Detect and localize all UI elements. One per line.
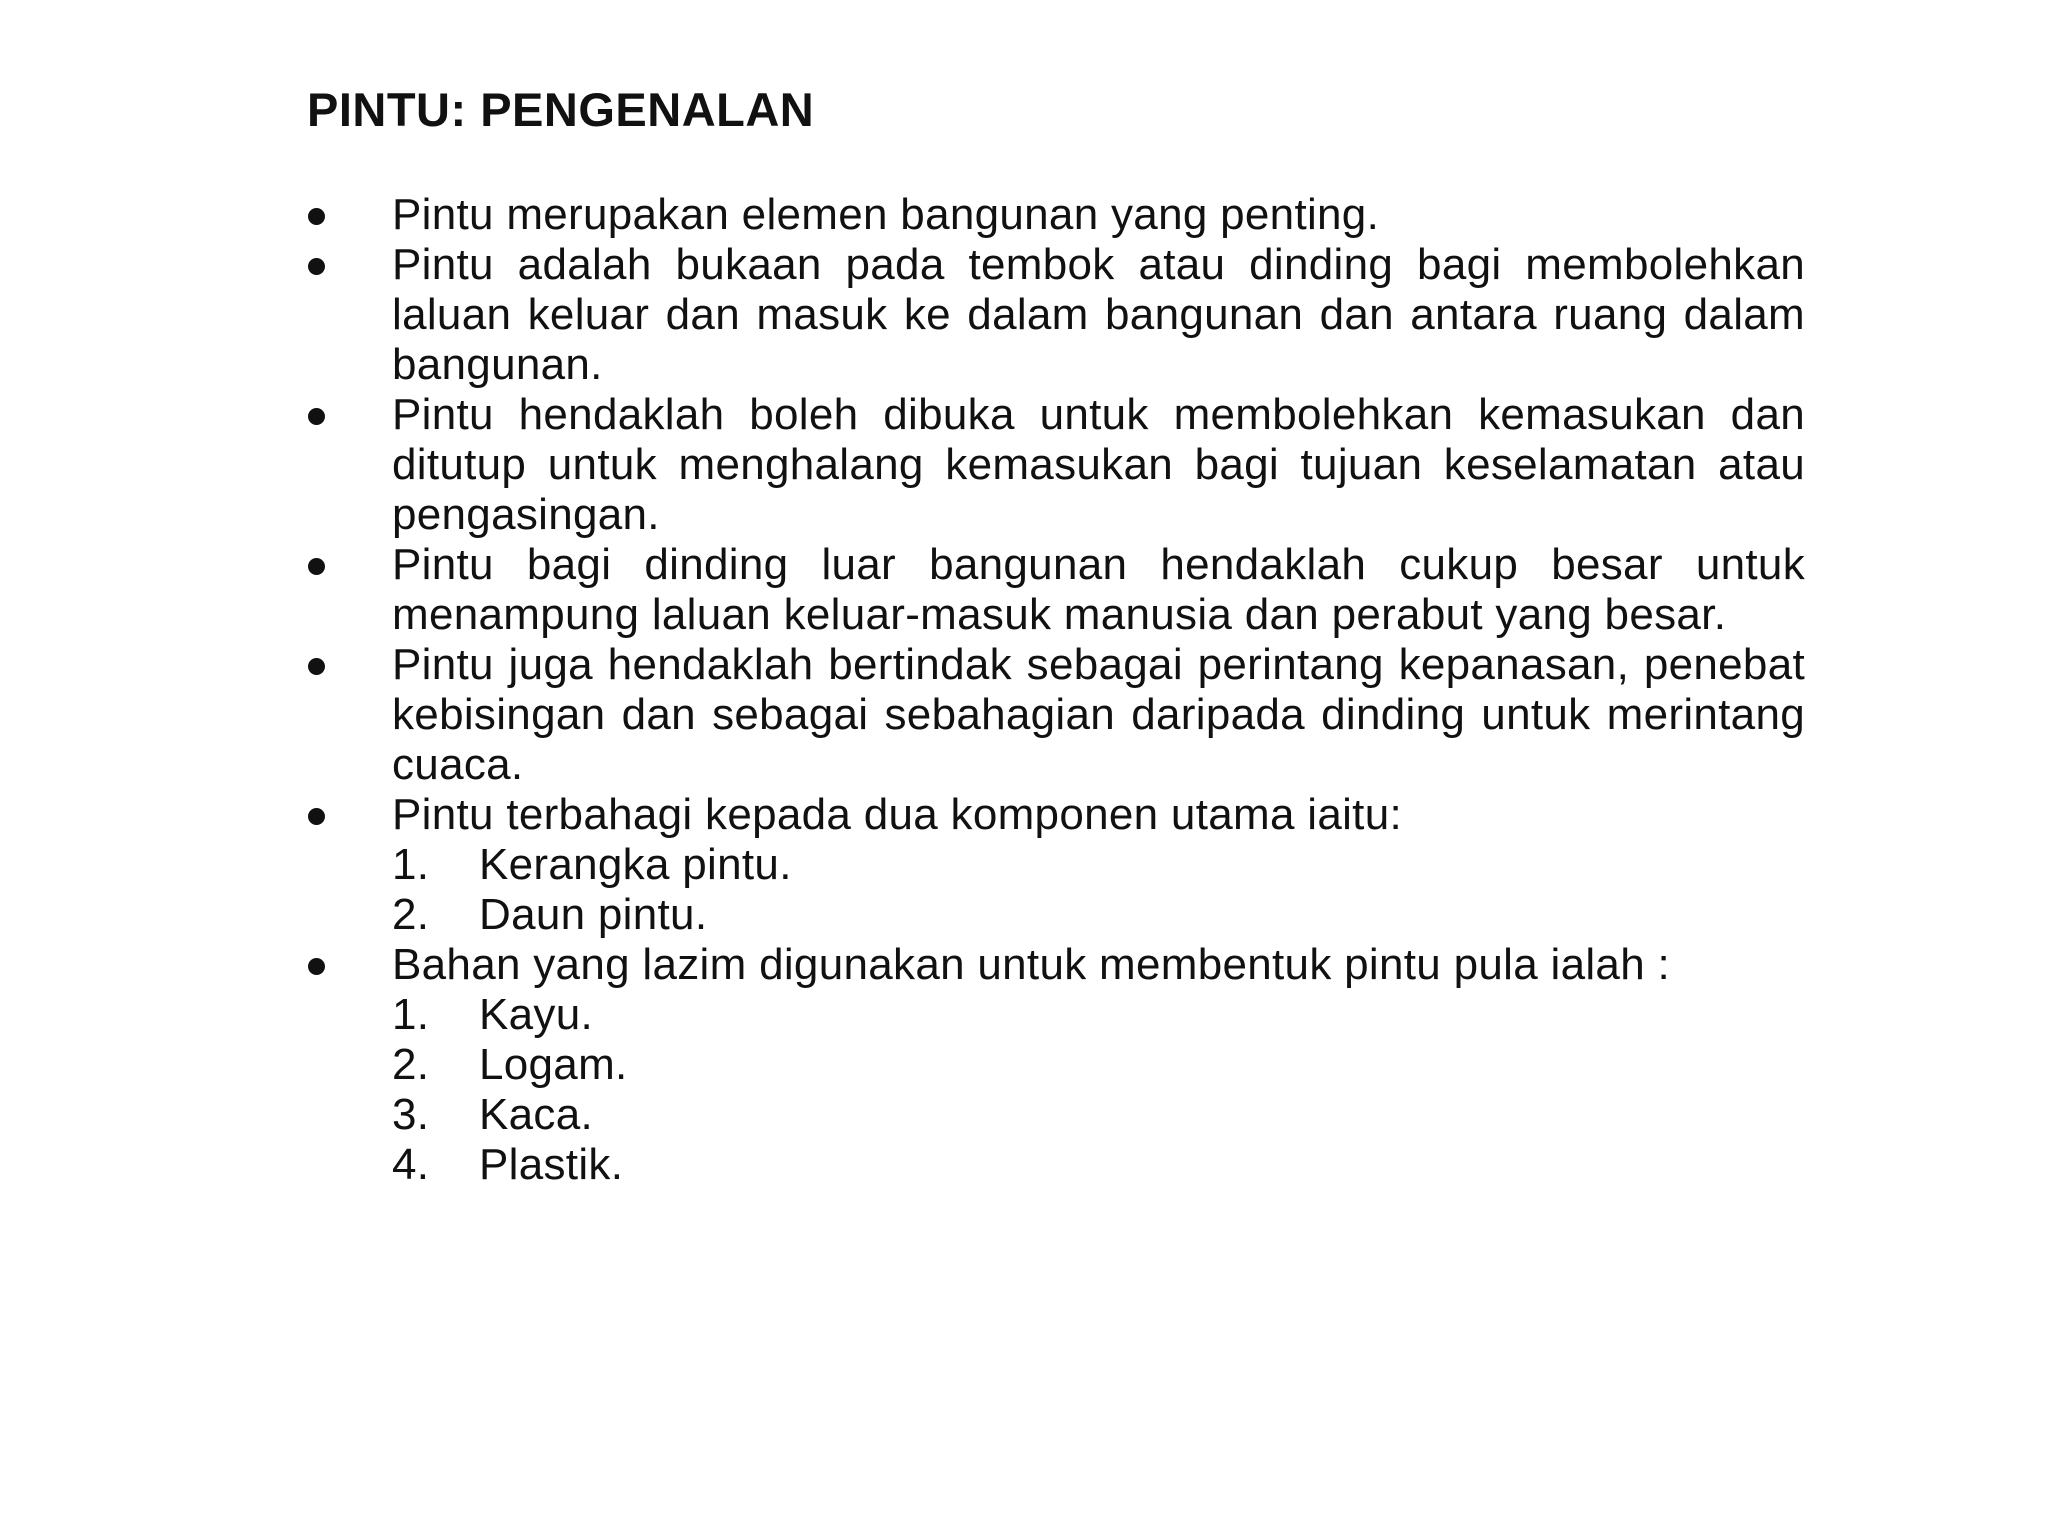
- bullet-text: Pintu merupakan elemen bangunan yang penting.: [392, 190, 1380, 239]
- bullet-text: Pintu terbahagi kepada dua komponen utama iaitu:: [392, 790, 1402, 839]
- list-item: [307, 540, 1805, 640]
- bullet-icon: [308, 258, 325, 275]
- list-item: [307, 390, 1805, 540]
- bullet-text: Pintu hendaklah boleh dibuka untuk membolehkan kemasukan dan ditutup untuk menghalang kemasukan bagi tujuan keselamatan atau pengasingan.: [392, 390, 1805, 539]
- list-item: [307, 240, 1805, 390]
- sublist-item: [392, 840, 1805, 890]
- bullet-icon: [308, 658, 325, 675]
- sublist-number: 2.: [392, 890, 430, 939]
- bullet-text: Pintu juga hendaklah bertindak sebagai perintang kepanasan, penebat kebisingan dan sebagai sebahagian daripada dinding untuk merintang cuaca.: [392, 640, 1805, 789]
- sublist-item: [392, 890, 1805, 940]
- sublist-text: Plastik.: [479, 1140, 624, 1189]
- bullet-icon: [308, 208, 325, 225]
- sublist-number: 1.: [392, 840, 430, 889]
- sublist-number: 2.: [392, 1040, 430, 1089]
- sublist-text: Daun pintu.: [479, 890, 708, 939]
- sublist-text: Kaca.: [479, 1090, 594, 1139]
- sublist-item: [392, 1140, 1805, 1190]
- bullet-list: [307, 190, 1805, 1190]
- material-sublist: [392, 990, 1805, 1190]
- bullet-icon: [308, 808, 325, 825]
- sublist-item: [392, 990, 1805, 1040]
- sublist-text: Logam.: [479, 1040, 628, 1089]
- component-sublist: [392, 840, 1805, 940]
- bullet-icon: [308, 558, 325, 575]
- bullet-text: Pintu bagi dinding luar bangunan hendaklah cukup besar untuk menampung laluan keluar-masuk manusia dan perabut yang besar.: [392, 540, 1805, 639]
- sublist-item: [392, 1040, 1805, 1090]
- bullet-icon: [308, 958, 325, 975]
- sublist-number: 4.: [392, 1140, 430, 1189]
- list-item: [307, 190, 1805, 240]
- sublist-text: Kerangka pintu.: [479, 840, 792, 889]
- sublist-number: 1.: [392, 990, 430, 1039]
- sublist-number: 3.: [392, 1090, 430, 1139]
- list-item: [307, 790, 1805, 940]
- list-item: [307, 940, 1805, 1190]
- list-item: [307, 640, 1805, 790]
- sublist-item: [392, 1090, 1805, 1140]
- sublist-text: Kayu.: [479, 990, 594, 1039]
- bullet-icon: [308, 408, 325, 425]
- bullet-text: Pintu adalah bukaan pada tembok atau dinding bagi membolehkan laluan keluar dan masuk ke dalam bangunan dan antara ruang dalam bangunan.: [392, 240, 1805, 389]
- bullet-text: Bahan yang lazim digunakan untuk membentuk pintu pula ialah :: [392, 940, 1671, 989]
- page-title: PINTU: PENGENALAN: [307, 83, 815, 136]
